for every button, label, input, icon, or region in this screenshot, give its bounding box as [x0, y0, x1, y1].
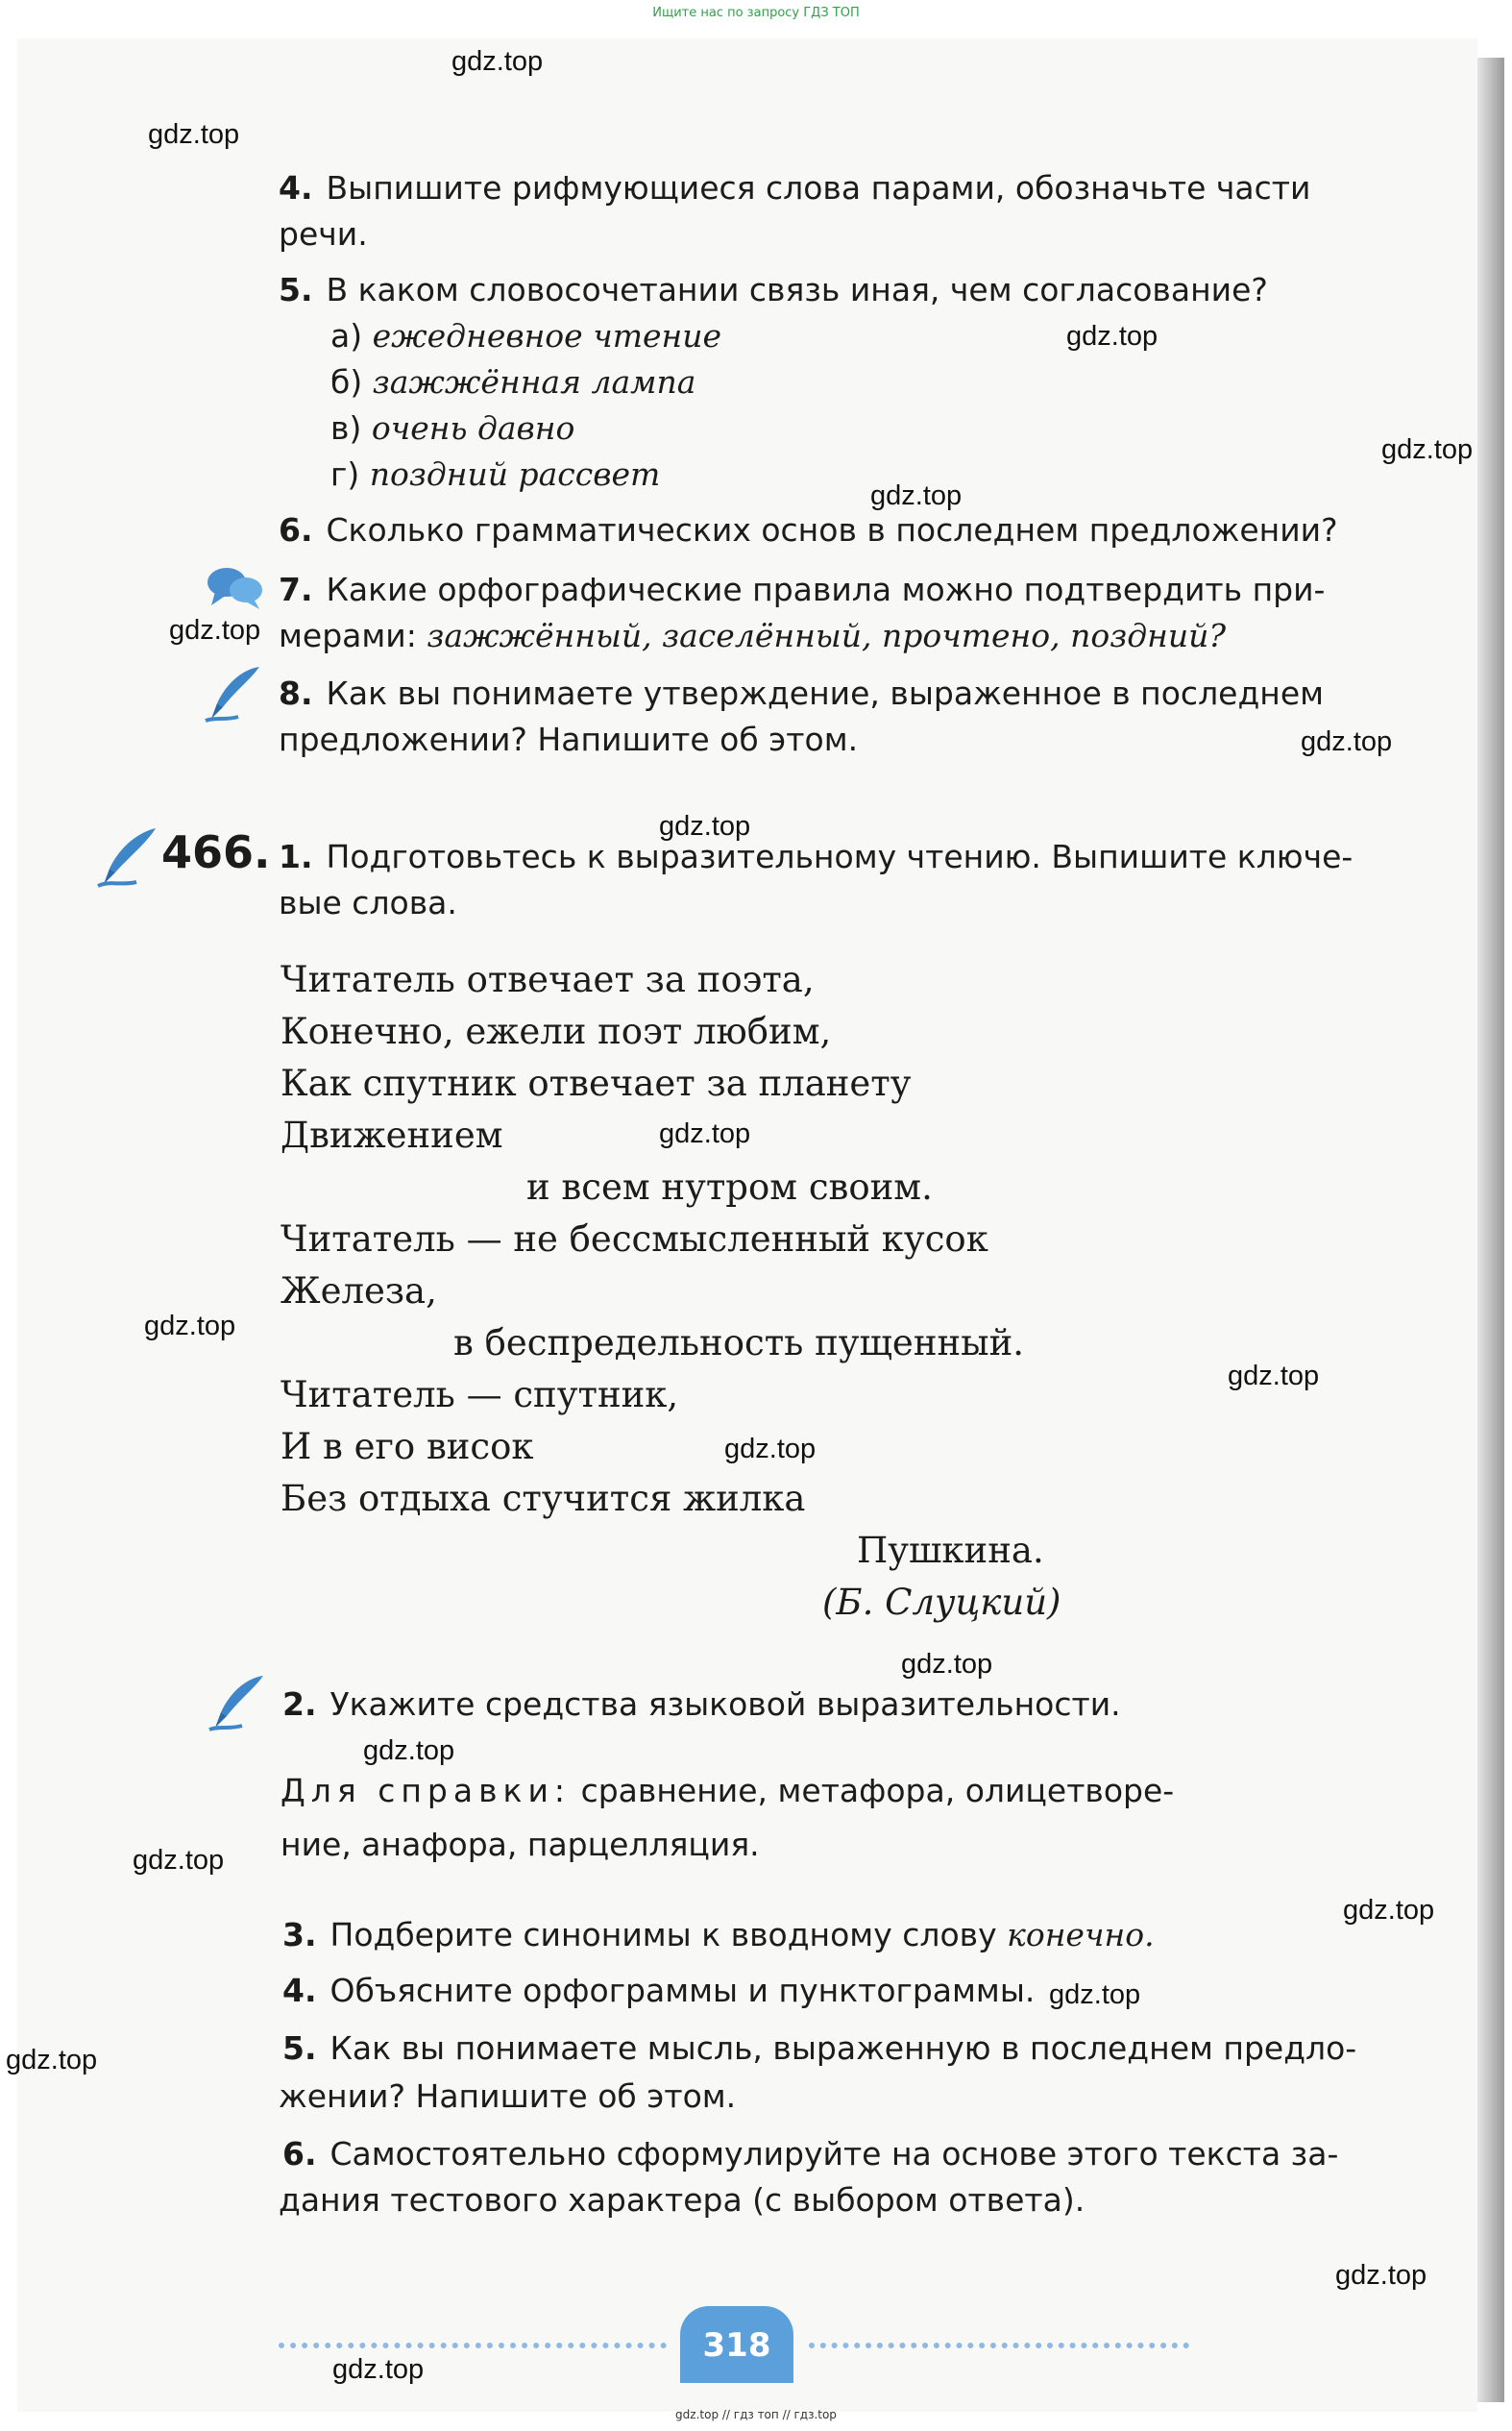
poem-line: в беспредельность пущенный.	[453, 1322, 1025, 1363]
task-6-line2: дания тестового характера (с выбором ответа).	[279, 2181, 1085, 2219]
option-a: а) ежедневное чтение	[330, 317, 722, 355]
poem-line: Читатель отвечает за поэта,	[280, 959, 815, 1000]
watermark: gdz.top	[1049, 1979, 1141, 2010]
poem-line: Конечно, ежели поэт любим,	[280, 1011, 832, 1052]
footer-note: gdz.top // гдз топ // гдз.top	[675, 2408, 837, 2421]
poem-line: Читатель — спутник,	[280, 1374, 679, 1415]
reference-line1: Для справки: сравнение, метафора, олицетворе-	[280, 1772, 1175, 1809]
discussion-icon	[206, 563, 265, 613]
page-number: 318	[680, 2306, 793, 2383]
writing-icon-task-2	[204, 1670, 271, 1737]
watermark: gdz.top	[363, 1735, 455, 1766]
poem-line: и всем нутром своим.	[526, 1166, 933, 1208]
watermark: gdz.top	[1343, 1895, 1435, 1926]
reference-line2: ние, анафора, парцелляция.	[280, 1826, 760, 1863]
question-5: 5. В каком словосочетании связь иная, чем согласование?	[279, 271, 1268, 308]
page-edge-shadow	[1477, 58, 1504, 2402]
poem-line: Пушкина.	[857, 1530, 1044, 1571]
question-7-line2: мерами: зажжённый, заселённый, прочтено, поздний?	[279, 617, 1227, 654]
question-7-line1: 7. Какие орфографические правила можно подтвердить при-	[279, 571, 1326, 608]
writing-icon	[200, 661, 267, 728]
poem-line: Железа,	[280, 1270, 437, 1312]
top-note: Ищите нас по запросу ГДЗ ТОП	[652, 6, 860, 20]
poem-line: Как спутник отвечает за планету	[280, 1063, 912, 1104]
watermark: gdz.top	[148, 119, 240, 150]
dotted-rule-left	[279, 2343, 667, 2348]
watermark: gdz.top	[901, 1649, 993, 1680]
watermark: gdz.top	[1228, 1361, 1320, 1391]
watermark: gdz.top	[1066, 321, 1158, 352]
question-8-line2: предложении? Напишите об этом.	[279, 721, 859, 758]
task-5-line1: 5. Как вы понимаете мысль, выраженную в последнем предло-	[282, 2029, 1357, 2067]
watermark: gdz.top	[169, 615, 261, 646]
question-4-line1: 4. Выпишите рифмующиеся слова парами, обозначьте части	[279, 169, 1311, 207]
option-b: б) зажжённая лампа	[330, 363, 696, 401]
watermark: gdz.top	[1301, 726, 1393, 757]
watermark: gdz.top	[1381, 434, 1474, 465]
poem-line: Движением	[280, 1115, 503, 1156]
dotted-rule-right	[809, 2343, 1189, 2348]
task-6-line1: 6. Самостоятельно сформулируйте на основе этого текста за-	[282, 2135, 1339, 2173]
watermark: gdz.top	[144, 1311, 236, 1341]
option-d: г) поздний рассвет	[330, 455, 661, 493]
exercise-task-1-line2: вые слова.	[279, 884, 457, 921]
watermark: gdz.top	[659, 811, 751, 842]
poem-line: И в его висок	[280, 1426, 534, 1467]
watermark: gdz.top	[724, 1434, 817, 1464]
watermark: gdz.top	[6, 2045, 98, 2075]
task-3: 3. Подберите синонимы к вводному слову конечно.	[282, 1916, 1155, 1953]
question-8-line1: 8. Как вы понимаете утверждение, выраженное в последнем	[279, 675, 1325, 712]
task-2: 2. Укажите средства языковой выразительности.	[282, 1685, 1121, 1723]
question-4-line2: речи.	[279, 215, 368, 253]
option-c: в) очень давно	[330, 409, 575, 447]
poem-line: Без отдыха стучится жилка	[280, 1478, 806, 1519]
task-4: 4. Объясните орфограммы и пунктограммы.	[282, 1972, 1036, 2009]
exercise-number: 466.	[161, 826, 271, 878]
watermark: gdz.top	[659, 1118, 751, 1149]
watermark: gdz.top	[332, 2354, 425, 2385]
exercise-task-1-line1: 1. Подготовьтесь к выразительному чтению. Выпишите ключе-	[279, 838, 1353, 875]
writing-icon-exercise	[94, 824, 161, 892]
poem-line: Читатель — не бессмысленный кусок	[280, 1218, 988, 1260]
watermark: gdz.top	[451, 46, 544, 77]
question-6: 6. Сколько грамматических основ в последнем предложении?	[279, 511, 1338, 549]
watermark: gdz.top	[870, 480, 963, 511]
poem-author: (Б. Слуцкий)	[822, 1582, 1061, 1623]
watermark: gdz.top	[133, 1845, 225, 1876]
task-5-line2: жении? Напишите об этом.	[279, 2077, 737, 2115]
watermark: gdz.top	[1335, 2260, 1427, 2291]
